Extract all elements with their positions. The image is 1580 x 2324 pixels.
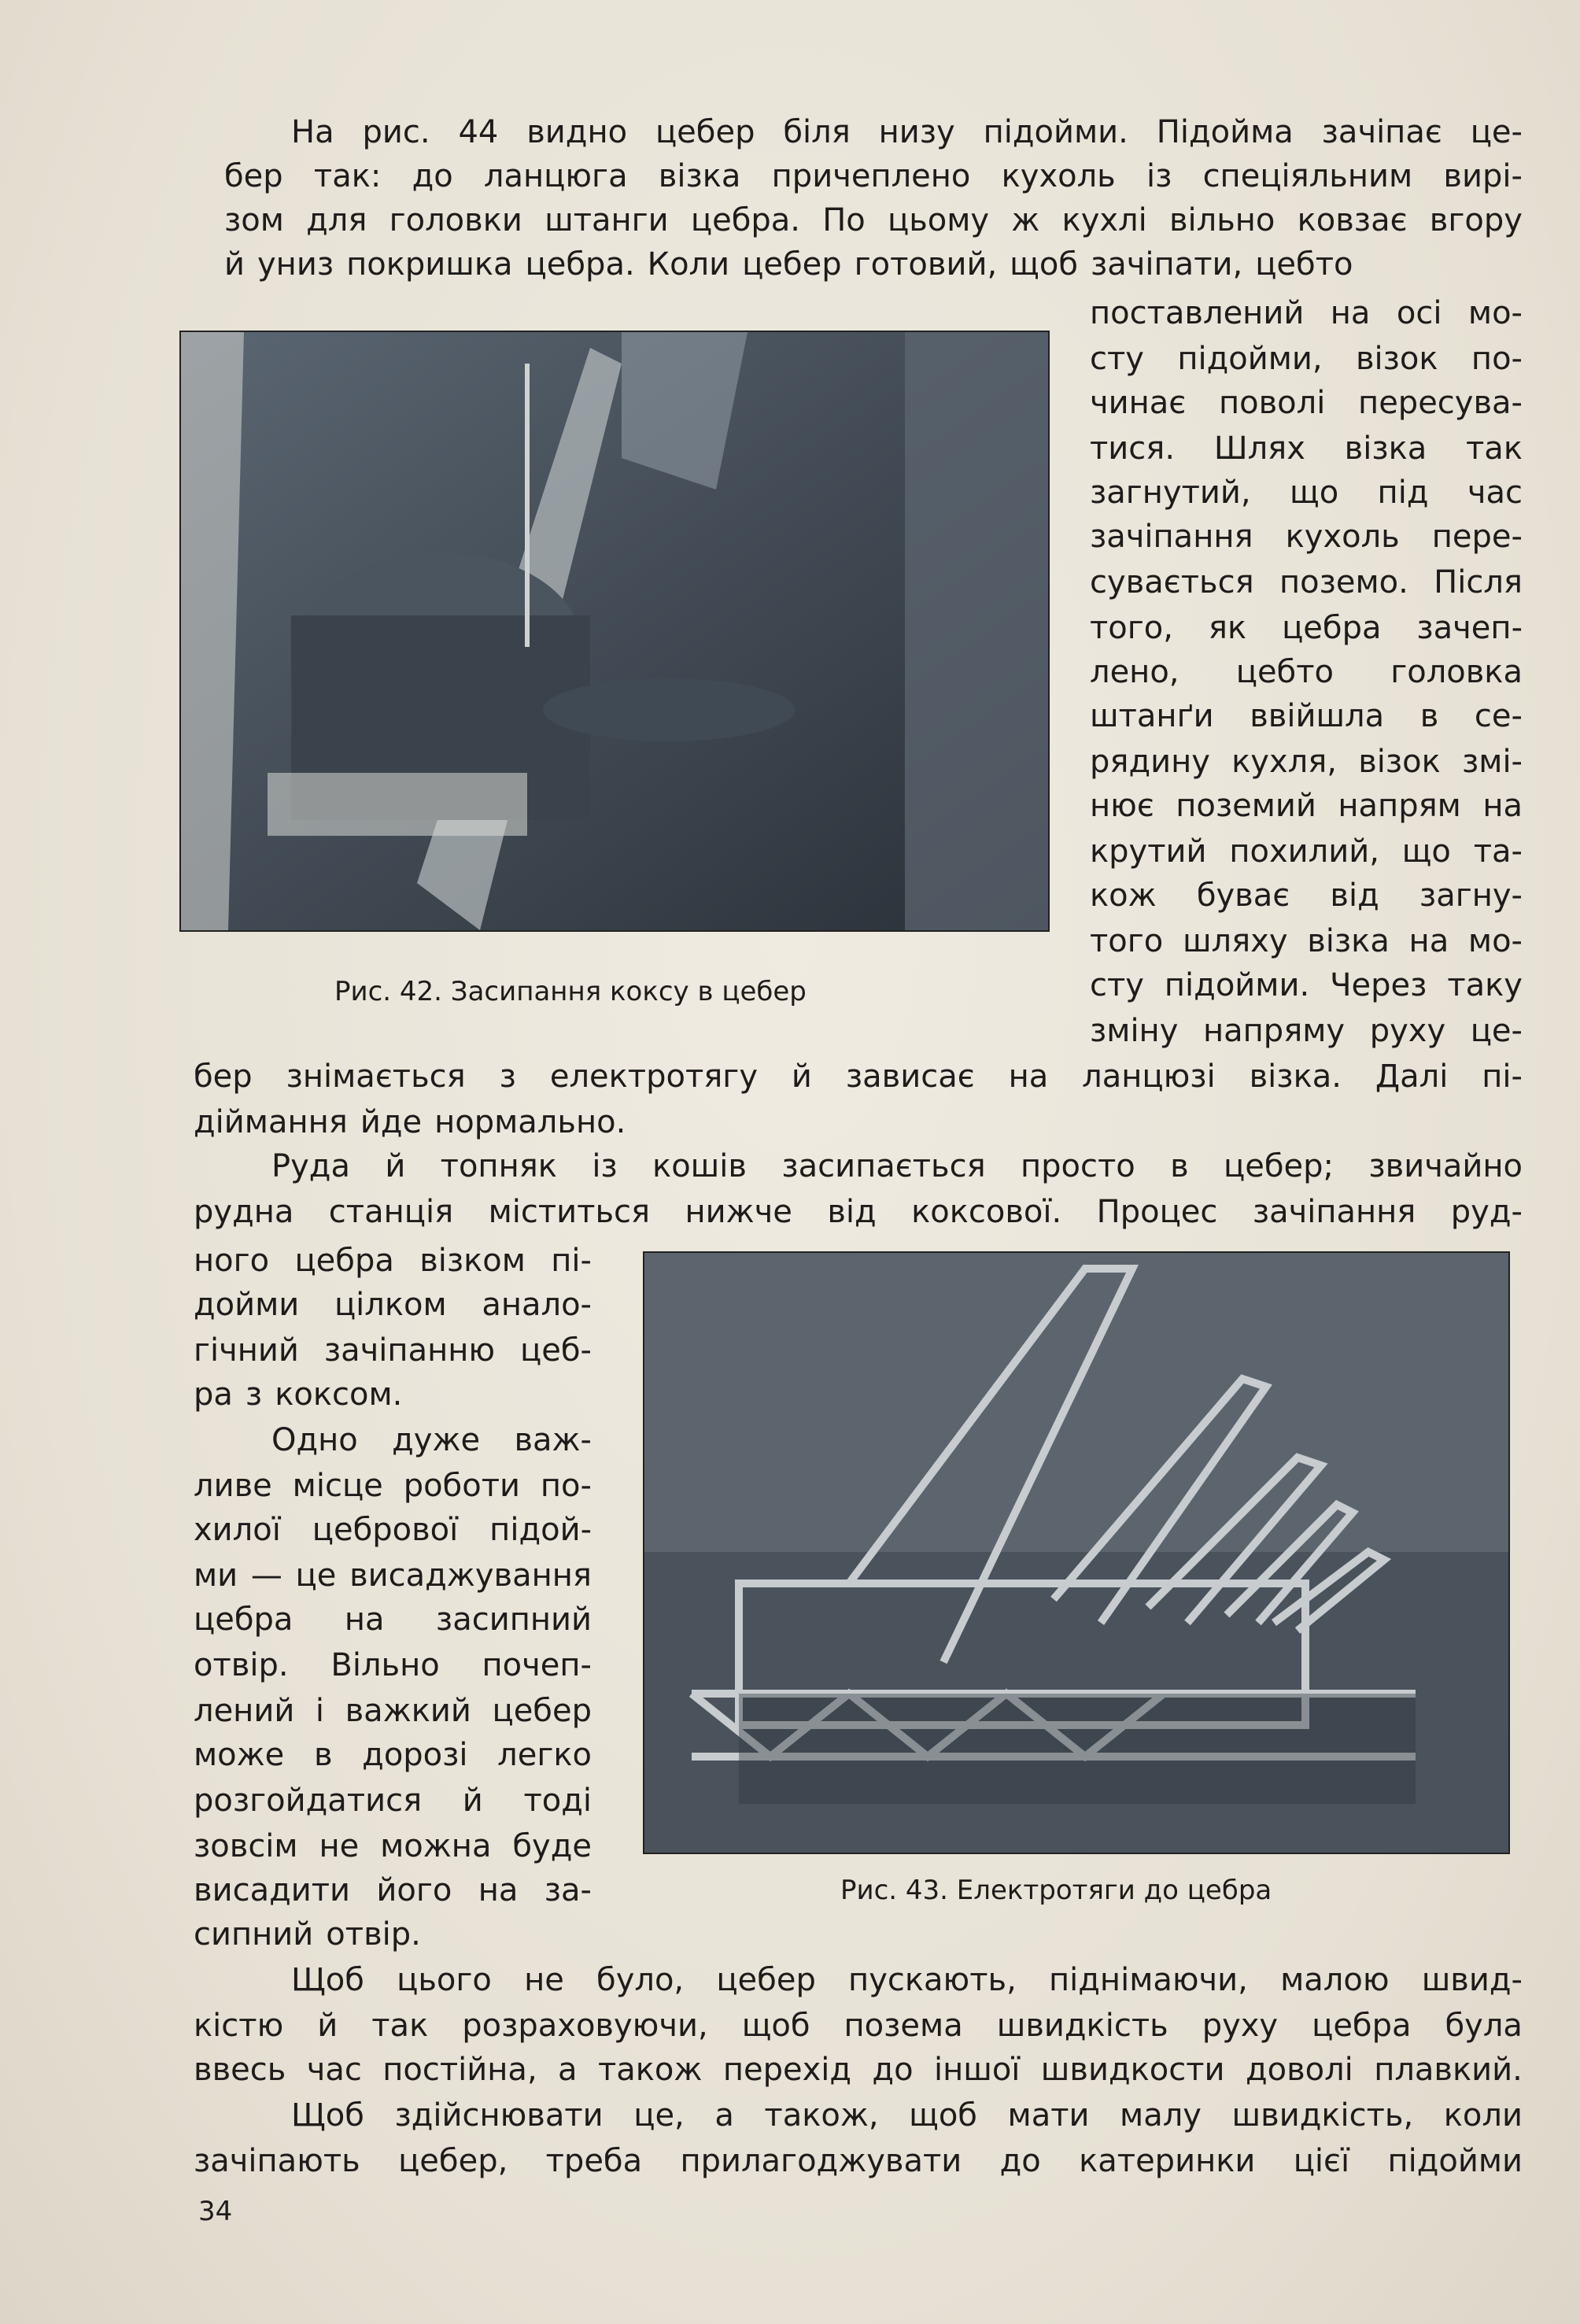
word: кож	[1090, 878, 1157, 914]
word: Підойма	[1156, 114, 1294, 150]
figure-42-caption: Рис. 42. Засипання коксу в цебер	[334, 976, 807, 1007]
word: напряму	[1202, 1013, 1346, 1049]
word: цебто	[1255, 246, 1353, 283]
word: так	[1466, 430, 1523, 467]
word: цебра	[1312, 2008, 1412, 2044]
text-line	[194, 1598, 592, 1642]
word: засипається	[781, 1148, 986, 1184]
word: швидкість	[996, 2008, 1168, 2044]
word: штанґи	[1090, 698, 1214, 734]
word: біля	[783, 114, 851, 150]
word: бер	[224, 158, 283, 194]
text-line	[194, 2139, 1523, 2183]
crane-scene-image	[181, 332, 1048, 930]
word: на	[344, 1602, 385, 1638]
word: може	[194, 1737, 285, 1773]
word: розгойдатися	[194, 1783, 423, 1819]
word: рис.	[362, 114, 430, 150]
word: пі-	[551, 1243, 592, 1279]
word: важкий	[345, 1693, 471, 1729]
figure-43-caption: Рис. 43. Електротяги до цебра	[840, 1875, 1272, 1906]
word: дойми	[194, 1287, 300, 1323]
word: на	[1482, 788, 1523, 824]
word: Коли	[647, 246, 730, 283]
word: підой-	[489, 1512, 592, 1548]
word: вирі-	[1443, 158, 1523, 194]
word: й	[317, 2008, 338, 2044]
word: отвір.	[194, 1647, 289, 1683]
text-line	[224, 198, 1523, 242]
word: під	[1377, 475, 1429, 511]
word: від	[827, 1194, 877, 1230]
word: цебра.	[690, 202, 800, 238]
word: тоді	[523, 1783, 592, 1819]
word: по-	[1471, 341, 1523, 377]
word: в	[1170, 1148, 1189, 1184]
word: зачіпають	[194, 2143, 360, 2179]
text-line	[194, 1283, 592, 1327]
text-line	[1090, 694, 1523, 738]
word: знімається	[286, 1059, 466, 1095]
word: із	[592, 1148, 618, 1184]
word: не	[524, 1962, 564, 1998]
word: було,	[596, 1962, 685, 1998]
word: легко	[497, 1737, 592, 1773]
word: причеплено	[771, 158, 971, 194]
word: щоб	[1010, 246, 1078, 283]
word: топняк	[440, 1148, 557, 1184]
word: його	[376, 1872, 452, 1908]
word: змі-	[1462, 744, 1523, 780]
word: це	[295, 1557, 337, 1594]
word: також,	[764, 2097, 879, 2134]
word: руху	[1369, 1013, 1446, 1049]
word: просто	[1020, 1148, 1135, 1184]
word: зом	[224, 202, 284, 238]
word: від	[1330, 878, 1379, 914]
text-line	[194, 1779, 592, 1823]
word: із	[1146, 158, 1172, 194]
word: головка	[1390, 654, 1523, 690]
figure-43-photo	[643, 1251, 1510, 1854]
word: анало-	[482, 1287, 592, 1323]
word: не	[319, 1828, 360, 1864]
word: нормально.	[434, 1104, 626, 1140]
word: в	[313, 1737, 333, 1773]
word: кухлі	[1061, 202, 1147, 238]
word: до	[999, 2143, 1041, 2179]
text-line	[194, 1328, 592, 1373]
word: підойми.	[1164, 967, 1310, 1003]
text-line	[194, 1643, 592, 1687]
word: здійснювати	[394, 2097, 604, 2134]
text-line	[1090, 560, 1523, 604]
word: хилої	[194, 1512, 281, 1548]
word: що	[1401, 833, 1451, 870]
word: похилий,	[1229, 833, 1379, 870]
word: і	[315, 1693, 325, 1729]
word: кухоль	[1285, 519, 1400, 555]
word: щоб	[741, 2008, 810, 2044]
word: для	[306, 202, 367, 238]
word: цебер	[492, 1693, 592, 1729]
word: це-	[1470, 114, 1523, 150]
word: перехід	[722, 2052, 852, 2088]
word: засипний	[435, 1602, 592, 1638]
word: униз	[257, 246, 334, 283]
word: малу	[1120, 2097, 1202, 2134]
word: цебрової	[312, 1512, 459, 1548]
word: була	[1445, 2008, 1523, 2044]
text-line	[1090, 740, 1523, 784]
word: йде	[360, 1104, 423, 1140]
word: й	[462, 1783, 483, 1819]
word: треба	[545, 2143, 643, 2179]
word: й	[224, 246, 245, 283]
word: ланцюга	[483, 158, 628, 194]
word: за-	[544, 1872, 592, 1908]
word: на	[1008, 1059, 1049, 1095]
word: Шлях	[1213, 430, 1305, 467]
text-line	[1090, 1009, 1523, 1053]
word: прилагоджувати	[680, 2143, 962, 2179]
word: гічний	[194, 1332, 299, 1369]
word: цього	[397, 1962, 492, 1998]
word: осі	[1396, 295, 1442, 331]
word: того	[1090, 923, 1164, 959]
word: видно	[526, 114, 628, 150]
word: й	[791, 1059, 812, 1095]
word: візком	[419, 1243, 526, 1279]
text-line	[1090, 606, 1523, 650]
text-line	[1090, 784, 1523, 828]
word: малою	[1280, 1962, 1390, 1998]
word: мо-	[1467, 923, 1523, 959]
word: отвір.	[326, 1916, 421, 1953]
word: сту	[1090, 341, 1144, 377]
word: Вільно	[330, 1647, 440, 1683]
word: Через	[1330, 967, 1427, 1003]
word: на	[1330, 295, 1371, 331]
word: чинає	[1090, 385, 1187, 421]
text-line	[291, 2093, 1523, 2137]
word: та-	[1473, 833, 1523, 870]
word: ковзає	[1297, 202, 1408, 238]
word: й	[385, 1148, 406, 1184]
word: поставлений	[1090, 295, 1305, 331]
word: кістю	[194, 2008, 284, 2044]
word: ного	[194, 1243, 270, 1279]
word: розраховуючи,	[462, 2008, 708, 2044]
text-line	[1090, 337, 1523, 381]
text-line	[1090, 471, 1523, 515]
word: мати	[1007, 2097, 1090, 2134]
text-line	[194, 1868, 592, 1912]
word: візка	[1307, 923, 1390, 959]
word: візок	[1355, 341, 1438, 377]
word: загнутий,	[1090, 475, 1251, 511]
word: цебра	[294, 1243, 394, 1279]
word: так:	[313, 158, 382, 194]
word: ввесь	[194, 2052, 286, 2088]
text-line	[291, 1958, 1523, 2002]
word: ливе	[194, 1468, 272, 1504]
word: ввійшла	[1250, 698, 1385, 734]
word: пересува-	[1358, 385, 1523, 421]
word: нижче	[685, 1194, 792, 1230]
word: поземо.	[1279, 564, 1408, 600]
word: сувається	[1090, 564, 1254, 600]
word: вгору	[1429, 202, 1523, 238]
word: цебра	[194, 1602, 293, 1638]
word: ми	[194, 1557, 238, 1594]
word: цебер	[716, 1962, 816, 1998]
word: спеціяльним	[1202, 158, 1413, 194]
text-line	[1090, 829, 1523, 874]
page-number: 34	[198, 2196, 233, 2227]
word: а	[558, 2052, 578, 2088]
word: зачіпати,	[1091, 246, 1243, 283]
word: цеб-	[520, 1332, 592, 1369]
word: час	[1467, 475, 1523, 511]
word: того,	[1090, 610, 1173, 646]
word: це-	[1470, 1013, 1523, 1049]
word: з	[499, 1059, 516, 1095]
word: рудна	[194, 1194, 294, 1230]
word: висадити	[194, 1872, 351, 1908]
word: се-	[1474, 698, 1523, 734]
word: дорозі	[362, 1737, 468, 1773]
word: швидкости	[1040, 2052, 1225, 2088]
word: Одно	[271, 1422, 358, 1458]
word: бер	[194, 1059, 253, 1095]
word: доволі	[1245, 2052, 1353, 2088]
word: тися.	[1090, 430, 1176, 467]
word: це,	[633, 2097, 685, 2134]
word: 44	[458, 114, 499, 150]
word: цебто	[1235, 654, 1334, 690]
word: цієї	[1293, 2143, 1350, 2179]
word: до	[872, 2052, 914, 2088]
word: що	[1290, 475, 1339, 511]
word: кошів	[652, 1148, 747, 1184]
word: Процес	[1096, 1194, 1218, 1230]
word: Руда	[271, 1148, 350, 1184]
word: по-	[540, 1468, 592, 1504]
word: підойми	[1387, 2143, 1523, 2179]
word: на	[1408, 923, 1449, 959]
word: візка.	[1249, 1059, 1342, 1095]
word: лений	[194, 1693, 295, 1729]
word: штанги	[545, 202, 669, 238]
word: зачіпання	[1090, 519, 1253, 555]
text-line	[291, 110, 1523, 154]
word: поволі	[1218, 385, 1326, 421]
word: таку	[1447, 967, 1523, 1003]
word: візка	[1344, 430, 1427, 467]
word: цебра	[1282, 610, 1382, 646]
text-line	[1090, 963, 1523, 1007]
text-line	[194, 2048, 1523, 2092]
word: щоб	[909, 2097, 977, 2134]
word: поземий	[1176, 788, 1316, 824]
word: станція	[328, 1194, 454, 1230]
text-line	[1090, 291, 1523, 335]
text-line	[194, 1508, 592, 1552]
word: так	[371, 2008, 429, 2044]
word: лено,	[1090, 654, 1179, 690]
word: міститься	[488, 1194, 651, 1230]
word: також	[597, 2052, 703, 2088]
text-line	[194, 1464, 592, 1508]
word: цебра.	[525, 246, 635, 283]
word: ра	[194, 1376, 233, 1413]
word: мо-	[1467, 295, 1523, 331]
word: На	[291, 114, 334, 150]
word: ж	[1011, 202, 1040, 238]
word: електротягу	[549, 1059, 758, 1095]
word: пере-	[1431, 519, 1523, 555]
word: сту	[1090, 967, 1144, 1003]
word: шляху	[1182, 923, 1288, 959]
text-line	[194, 1912, 434, 1956]
text-line	[271, 1418, 592, 1462]
word: дуже	[392, 1422, 481, 1458]
word: низу	[878, 114, 955, 150]
word: ланцюзі	[1082, 1059, 1216, 1095]
word: можна	[380, 1828, 492, 1864]
word: місце	[292, 1468, 383, 1504]
word: Далі	[1375, 1059, 1449, 1095]
word: катеринки	[1079, 2143, 1256, 2179]
text-line	[1090, 874, 1523, 918]
word: коксової.	[911, 1194, 1062, 1230]
word: візок	[1358, 744, 1441, 780]
word: нює	[1090, 788, 1154, 824]
word: крутий	[1090, 833, 1207, 870]
word: роботи	[403, 1468, 520, 1504]
word: цьому	[887, 202, 990, 238]
text-line	[194, 1373, 415, 1417]
word: пі-	[1482, 1059, 1523, 1095]
word: зачеп-	[1416, 610, 1523, 646]
word: звичайно	[1368, 1148, 1523, 1184]
word: як	[1208, 610, 1247, 646]
word: швидкість,	[1231, 2097, 1414, 2134]
word: напрям	[1338, 788, 1461, 824]
word: піднімаючи,	[1049, 1962, 1248, 1998]
word: цебер	[742, 246, 842, 283]
text-line	[194, 1055, 1523, 1099]
word: цебер,	[398, 2143, 508, 2179]
word: коксом.	[275, 1376, 403, 1413]
text-line	[194, 1733, 592, 1777]
word: важ-	[514, 1422, 592, 1458]
word: підойми,	[1177, 341, 1323, 377]
text-line	[1090, 381, 1523, 425]
word: цебер;	[1224, 1148, 1335, 1184]
word: швид-	[1421, 1962, 1523, 1998]
word: іншої	[933, 2052, 1021, 2088]
text-line	[271, 1144, 1523, 1188]
text-line	[1090, 650, 1523, 694]
text-line	[224, 242, 1365, 286]
text-line	[194, 1100, 638, 1144]
word: почеп-	[482, 1647, 592, 1683]
word: буває	[1196, 878, 1290, 914]
word: кухля,	[1231, 744, 1337, 780]
word: підойми.	[983, 114, 1128, 150]
word: зачіпанню	[323, 1332, 496, 1369]
word: візка	[658, 158, 741, 194]
figure-42-photo	[179, 331, 1050, 932]
text-line	[194, 1824, 592, 1868]
word: —	[250, 1557, 282, 1594]
word: рядину	[1090, 744, 1210, 780]
text-line	[194, 1689, 592, 1733]
word: готовий,	[854, 246, 998, 283]
word: зависає	[845, 1059, 975, 1095]
word: сипний	[194, 1916, 314, 1953]
word: покришка	[346, 246, 513, 283]
word: з	[245, 1376, 263, 1413]
word: цілком	[334, 1287, 447, 1323]
word: головки	[389, 202, 522, 238]
word: зовсім	[194, 1828, 298, 1864]
word: час	[306, 2052, 362, 2088]
word: вільно	[1168, 202, 1275, 238]
word: буде	[512, 1828, 592, 1864]
word: По	[822, 202, 866, 238]
word: загну-	[1419, 878, 1523, 914]
word: діймання	[194, 1104, 348, 1140]
text-line	[194, 1554, 592, 1598]
word: Щоб	[291, 2097, 364, 2134]
word: позема	[844, 2008, 963, 2044]
text-line	[194, 1190, 1523, 1234]
word: коли	[1443, 2097, 1523, 2134]
word: плавкий.	[1374, 2052, 1523, 2088]
word: до	[412, 158, 453, 194]
word: руху	[1202, 2008, 1279, 2044]
text-line	[194, 2004, 1523, 2048]
word: зачіпає	[1321, 114, 1442, 150]
word: в	[1419, 698, 1439, 734]
text-line	[194, 1239, 592, 1283]
word: на	[478, 1872, 519, 1908]
word: пускають,	[848, 1962, 1017, 1998]
word: висаджування	[349, 1557, 592, 1594]
word: постійна,	[382, 2052, 537, 2088]
conveyor-structure-image	[644, 1253, 1508, 1853]
text-line	[224, 154, 1523, 198]
word: цебер	[655, 114, 755, 150]
text-line	[1090, 515, 1523, 559]
word: кухоль	[1001, 158, 1116, 194]
word: а	[714, 2097, 734, 2134]
text-line	[1090, 919, 1523, 963]
word: руд-	[1450, 1194, 1523, 1230]
text-line	[1090, 427, 1523, 471]
word: Після	[1434, 564, 1523, 600]
word: Щоб	[291, 1962, 364, 1998]
word: зачіпання	[1252, 1194, 1416, 1230]
word: зміну	[1090, 1013, 1179, 1049]
